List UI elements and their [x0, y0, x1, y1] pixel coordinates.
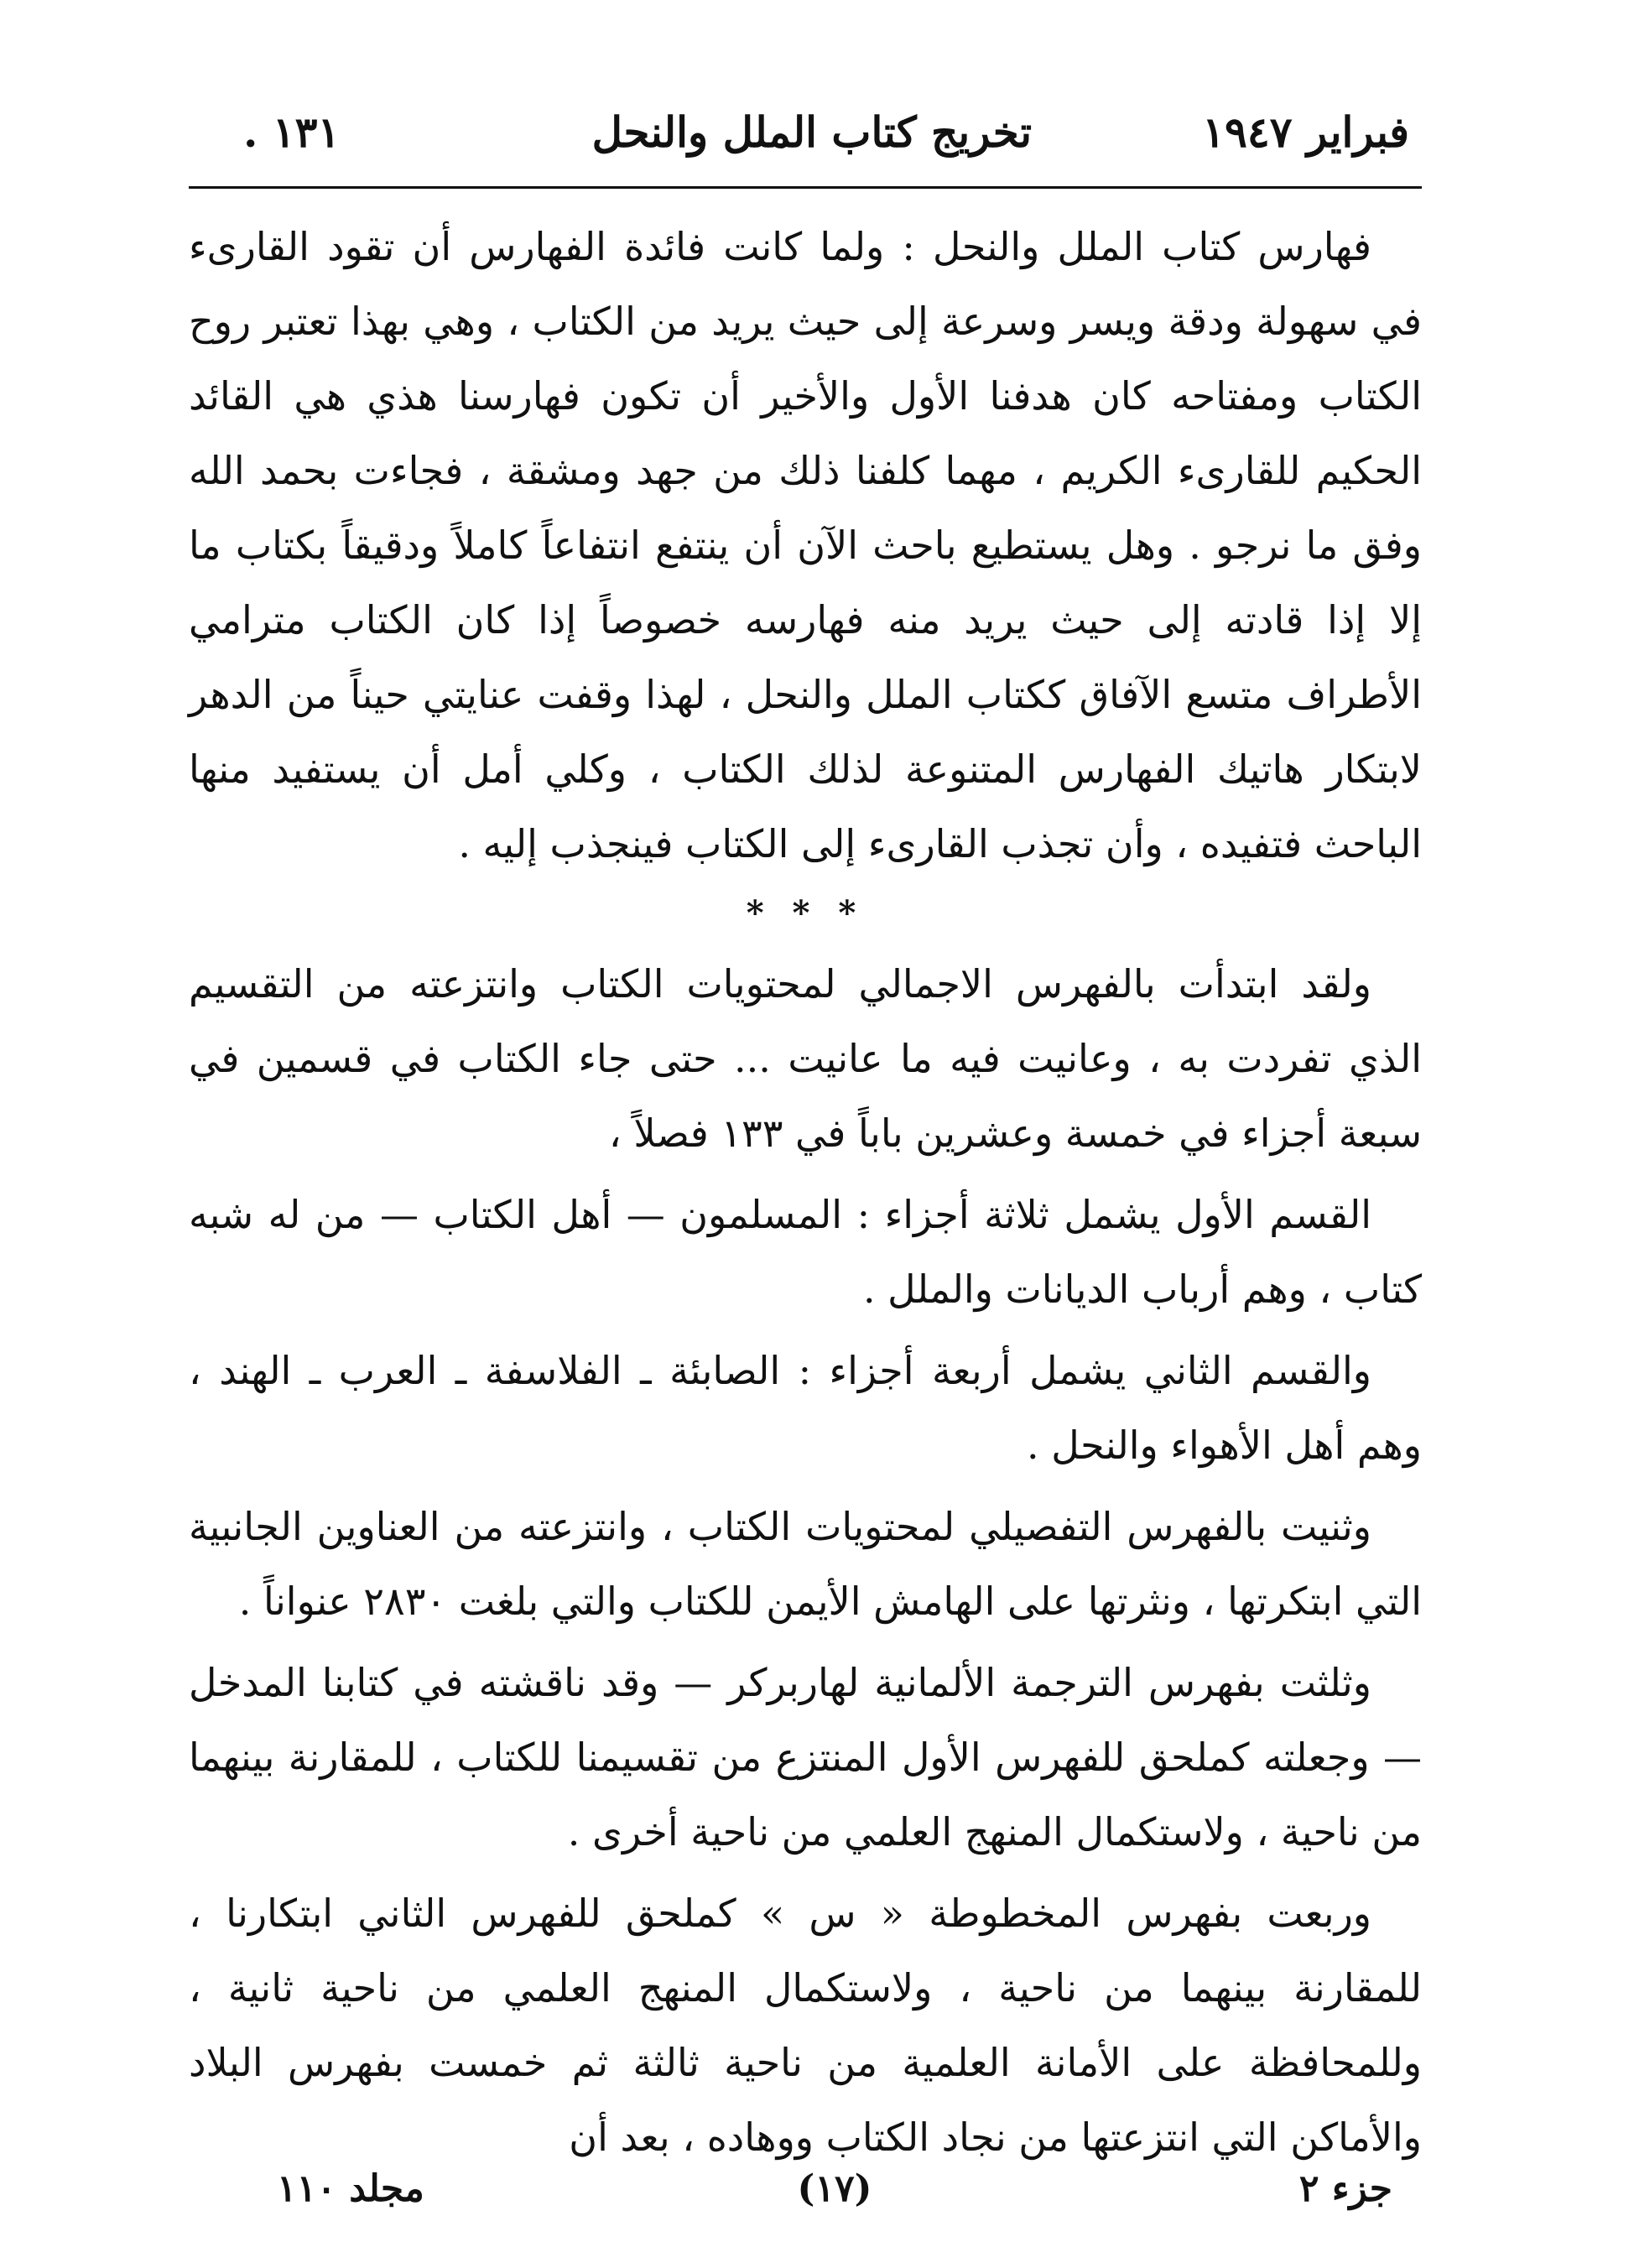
- header-title: تخريج كتاب الملل والنحل: [591, 107, 1032, 157]
- page-header: [243, 99, 1409, 166]
- header-rule: [189, 186, 1422, 189]
- page-footer: [277, 2156, 1392, 2223]
- paragraph-second-section: والقسم الثاني يشمل أربعة أجزاء : الصابئة ـ الفلاسفة ـ العرب ـ الهند ، وهم أهل الأهواء والنحل .: [189, 1348, 1422, 1468]
- footer-sheet-number: (١٧): [797, 2167, 872, 2210]
- header-page-number: ١٣١ .: [243, 107, 341, 157]
- body-text: [189, 210, 1422, 2182]
- section-separator: * * *: [746, 893, 865, 933]
- paragraph-manuscript-index: وربعت بفهرس المخطوطة « س » كملحق للفهرس الثاني ابتكارنا ، للمقارنة بينهما من ناحية ، ولاستكمال المنهج العلمي من ناحية ثانية ، وللمحافظة على الأمانة العلمية من ناحية ثالثة ثم خمست بفهرس البلاد والأماكن التي انتزعتها من نجاد الكتاب ووهاده ، بعد أن: [189, 1891, 1422, 2160]
- header-date: فبراير ١٩٤٧: [1202, 107, 1409, 157]
- footer-volume: مجلد ١١٠: [277, 2167, 424, 2210]
- paragraph-detailed-index: وثنيت بالفهرس التفصيلي لمحتويات الكتاب ، وانتزعته من العناوين الجانبية التي ابتكرتها ، ونثرتها على الهامش الأيمن للكتاب والتي بلغت ٢٨٣٠ عنواناً .: [189, 1504, 1422, 1624]
- paragraph-indexes-intro: فهارس كتاب الملل والنحل : ولما كانت فائدة الفهارس أن تقود القارىء في سهولة ودقة ويسر وسرعة إلى حيث يريد من الكتاب ، وهي بهذا تعتبر روح الكتاب ومفتاحه كان هدفنا الأول والأخير أن تكون فهارسنا هذي هي القائد الحكيم للقارىء الكريم ، مهما كلفنا ذلك من جهد ومشقة ، فجاءت بحمد الله وفق ما نرجو . وهل يستطيع باحث الآن أن ينتفع انتفاعاً كاملاً ودقيقاً بكتاب ما إلا إذا قادته إلى حيث يريد منه فهارسه خصوصاً إذا كان الكتاب مترامي الأطراف متسع الآفاق ككتاب الملل والنحل ، لهذا وقفت عنايتي حيناً من الدهر لابتكار هاتيك الفهارس المتنوعة لذلك الكتاب ، وكلي أمل أن يستفيد منها الباحث فتفيده ، وأن تجذب القارىء إلى الكتاب فينجذب إليه .: [189, 224, 1422, 866]
- paragraph-first-section: القسم الأول يشمل ثلاثة أجزاء : المسلمون — أهل الكتاب — من له شبه كتاب ، وهم أرباب الديانات والملل .: [189, 1192, 1422, 1312]
- paragraph-general-index: ولقد ابتدأت بالفهرس الاجمالي لمحتويات الكتاب وانتزعته من التقسيم الذي تفردت به ، وعانيت فيه ما عانيت ... حتى جاء الكتاب في قسمين في سبعة أجزاء في خمسة وعشرين باباً في ١٣٣ فصلاً ،: [189, 961, 1422, 1156]
- paragraph-german-translation-index: وثلثت بفهرس الترجمة الألمانية لهاربركر — وقد ناقشته في كتابنا المدخل — وجعلته كملحق للفهرس الأول المنتزع من تقسيمنا للكتاب ، للمقارنة بينهما من ناحية ، ولاستكمال المنهج العلمي من ناحية أخرى .: [189, 1660, 1422, 1854]
- footer-part: جزء ٢: [1298, 2167, 1392, 2210]
